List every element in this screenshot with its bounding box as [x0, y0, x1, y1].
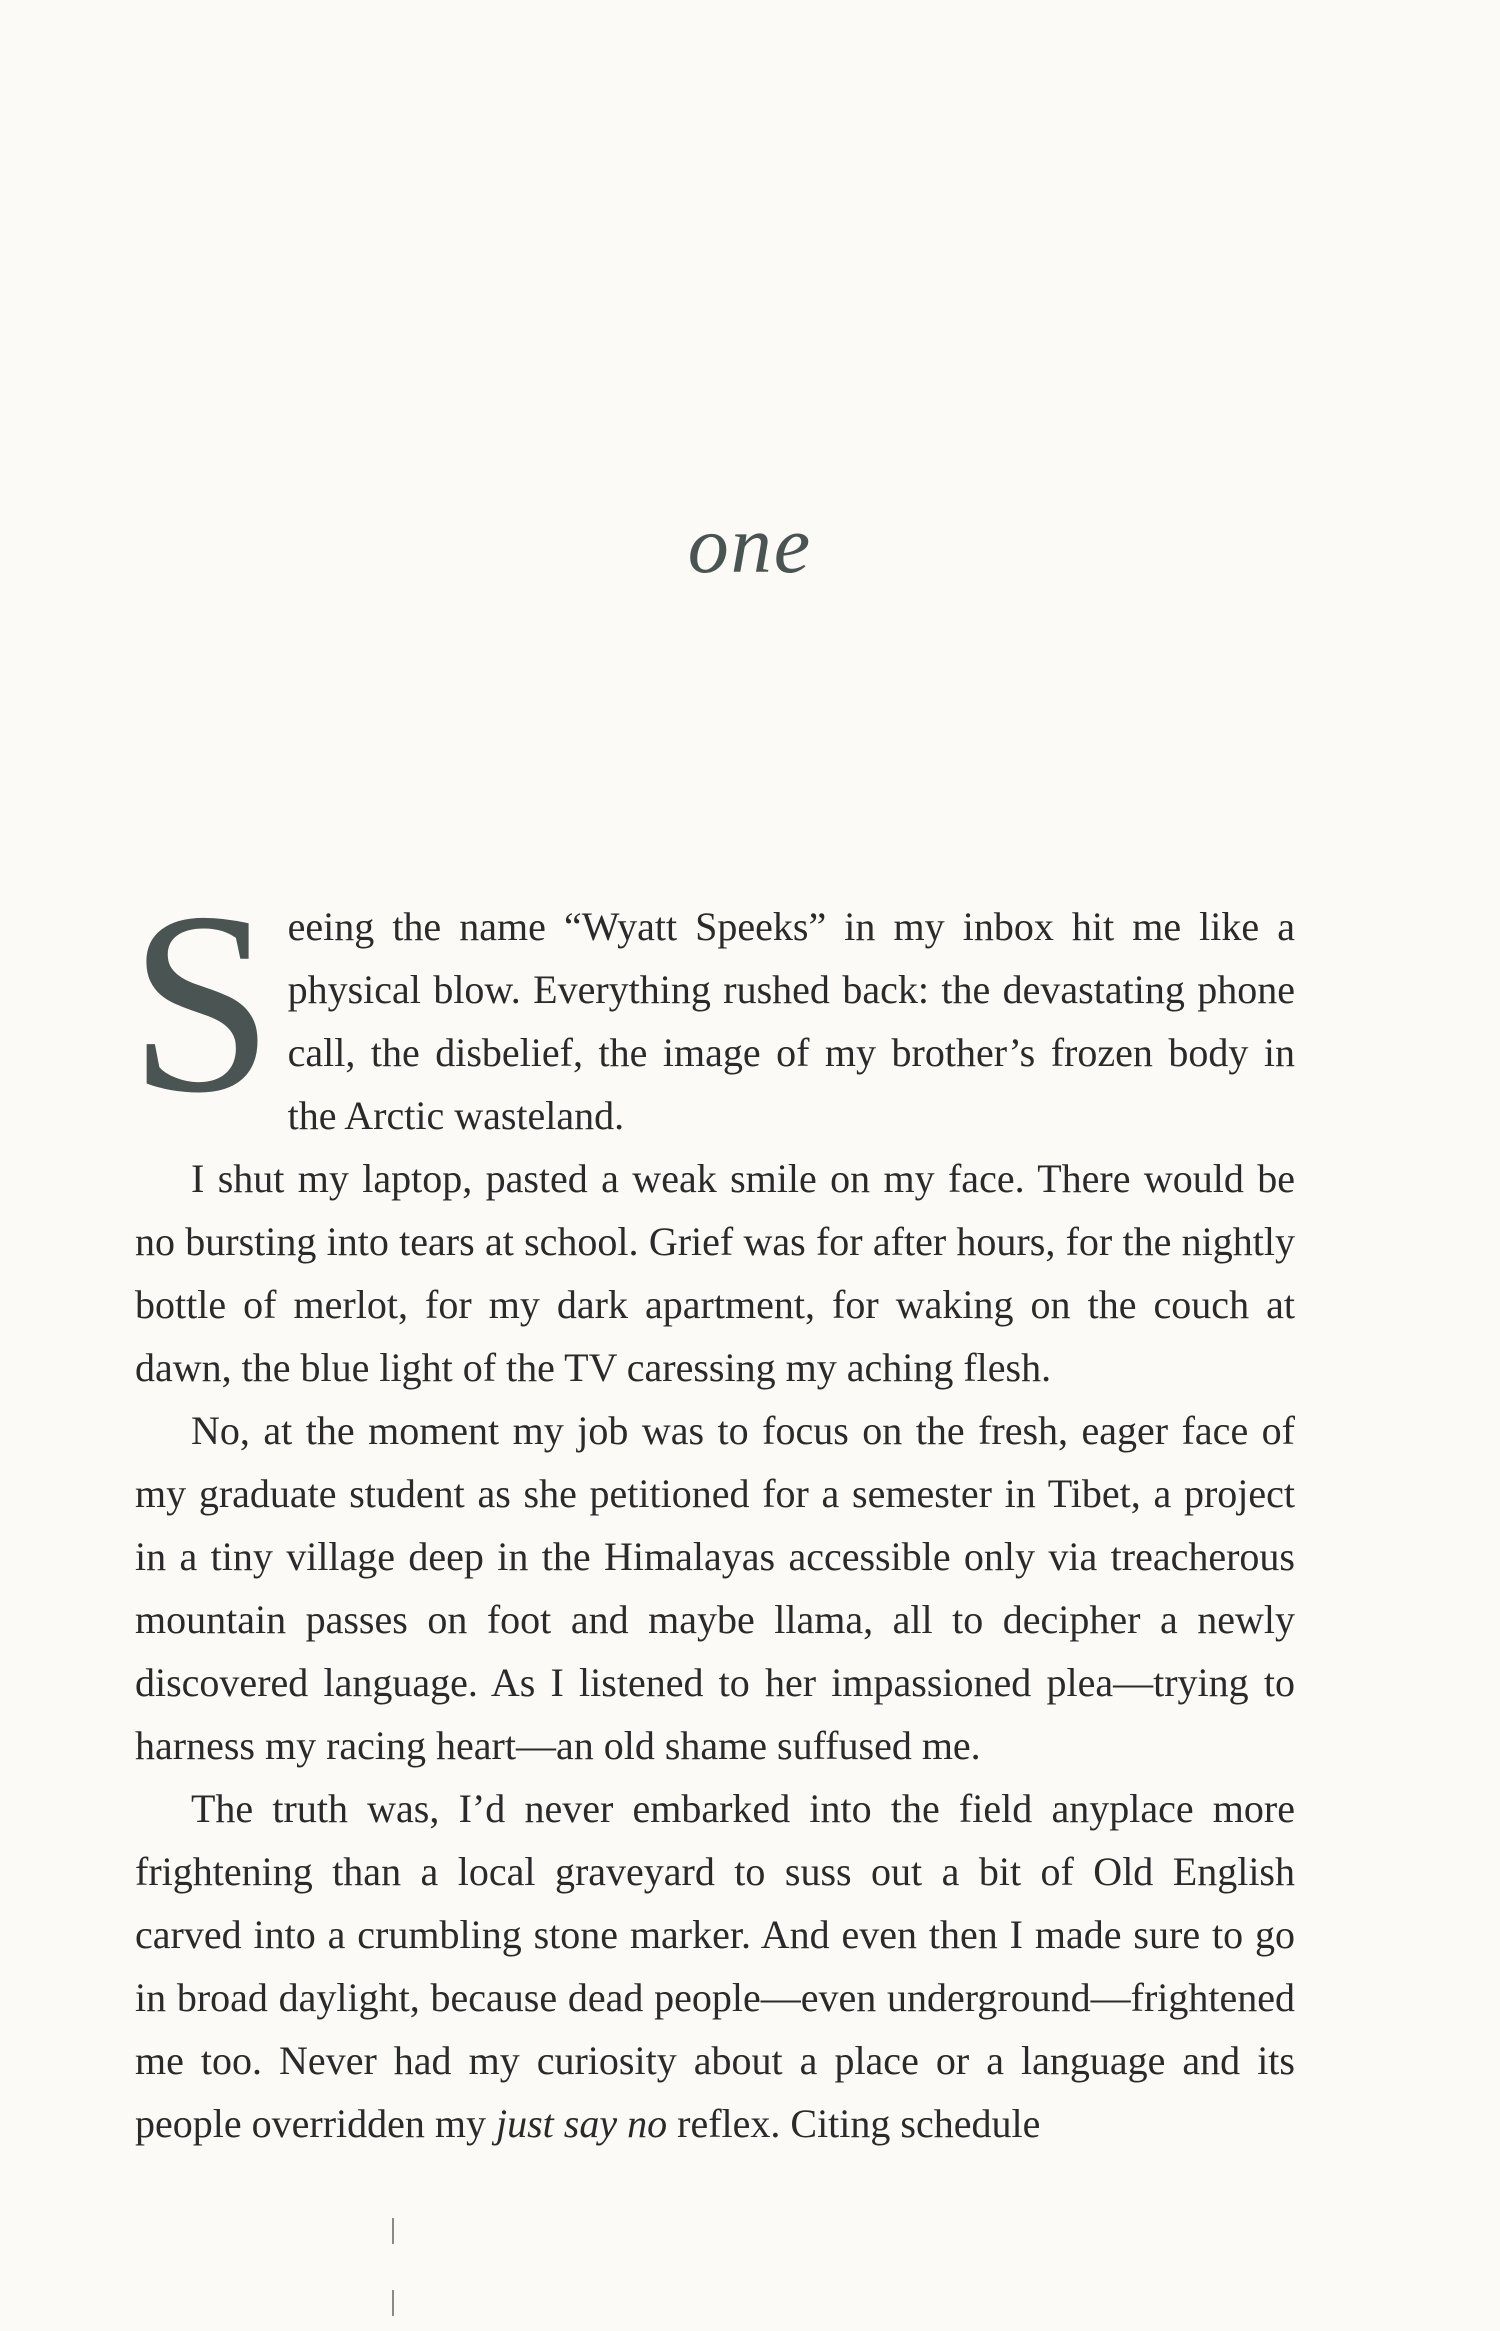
drop-cap: S — [129, 859, 274, 1147]
paragraph-1-text: eeing the name “Wyatt Speeks” in my inbox hit me like a physical blow. Everything rushed back: the devastating phone call, the disbelief, the image of my brother’s frozen body in the Arctic wasteland. — [287, 904, 1295, 1138]
paragraph-3 — [135, 1399, 1295, 1777]
paragraph-1 — [129, 859, 1295, 1147]
scan-mark — [392, 2290, 394, 2316]
paragraph-3-text: No, at the moment my job was to focus on the fresh, eager face of my graduate student as she petitioned for a semester in Tibet, a project in a tiny village deep in the Himalayas accessible only via treacherous mountain passes on foot and maybe llama, all to decipher a newly discovered language. As I listened to her impassioned plea—trying to harness my racing heart—an old shame suffused me. — [135, 1408, 1295, 1768]
paragraph-4-text-before: The truth was, I’d never embarked into the field anyplace more frightening than a local graveyard to suss out a bit of Old English carved into a crumbling stone marker. And even then I made sure to go in broad daylight, because dead people—even underground—frightened me too. Never had my curiosity about a place or a language and its people overridden my — [135, 1786, 1295, 2146]
paragraph-4-italic-phrase: just say no — [496, 2101, 668, 2146]
chapter-heading: one — [687, 499, 813, 590]
body-text — [129, 859, 1295, 2155]
paragraph-2-text: I shut my laptop, pasted a weak smile on my face. There would be no bursting into tears at school. Grief was for after hours, for the nightly bottle of merlot, for my dark apartment, for waking on the couch at dawn, the blue light of the TV caressing my aching flesh. — [135, 1156, 1295, 1390]
paragraph-4-text-after: reflex. Citing schedule — [667, 2101, 1041, 2146]
paragraph-2 — [135, 1147, 1295, 1399]
paragraph-4 — [135, 1777, 1295, 2155]
scan-mark — [392, 2218, 394, 2244]
